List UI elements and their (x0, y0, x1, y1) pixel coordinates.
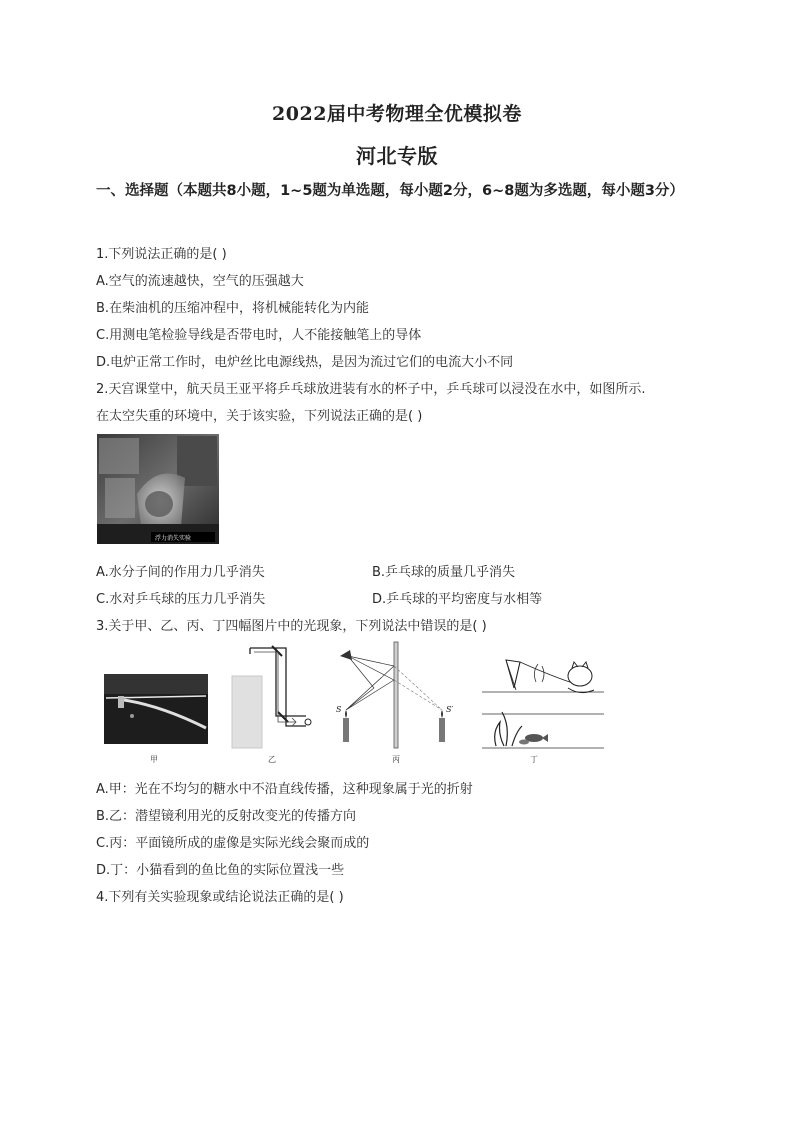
q3-figure-jia-sugar-water (102, 670, 210, 750)
q3-option-b: B.乙：潜望镜利用光的反射改变光的传播方向 (96, 809, 357, 824)
photo-caption: 浮力消失实验 (155, 535, 192, 542)
page-subtitle: 河北专版 (356, 144, 438, 168)
q3-label-yi: 乙 (268, 755, 276, 764)
page-title: 2022届中考物理全优模拟卷 (272, 103, 522, 125)
q1-option-a: A.空气的流速越快，空气的压强越大 (96, 274, 304, 289)
q3-figure-bing-plane-mirror (334, 640, 460, 750)
q3-label-jia: 甲 (150, 755, 158, 764)
q2-photo-space-experiment (97, 434, 219, 544)
q3-label-bing: 丙 (392, 755, 400, 764)
q1-option-c: C.用测电笔检验导线是否带电时，人不能接触笔上的导体 (96, 328, 422, 343)
q4-stem: 4.下列有关实验现象或结论说法正确的是( ) (96, 890, 344, 905)
q1-option-d: D.电炉正常工作时，电炉丝比电源线热，是因为流过它们的电流大小不同 (96, 355, 514, 370)
q2-option-d: D.乒乓球的平均密度与水相等 (372, 592, 543, 607)
q2-option-b: B.乒乓球的质量几乎消失 (372, 565, 516, 580)
s-prime-label: S′ (446, 705, 454, 714)
section-heading: 一、选择题（本题共8小题，1~5题为单选题，每小题2分，6~8题为多选题，每小题3分） (96, 183, 684, 199)
q2-option-a: A.水分子间的作用力几乎消失 (96, 565, 265, 580)
q3-option-c: C.丙：平面镜所成的虚像是实际光线会聚而成的 (96, 836, 370, 851)
q1-stem: 1.下列说法正确的是( ) (96, 247, 227, 262)
q2-stem-line2: 在太空失重的环境中，关于该实验，下列说法正确的是( ) (96, 409, 423, 424)
q2-stem-line1: 2.天宫课堂中，航天员王亚平将乒乓球放进装有水的杯子中，乒乓球可以浸没在水中，如图所示. (96, 382, 646, 397)
q3-figure-ding-cat-fish (476, 652, 606, 750)
q3-option-d: D.丁：小猫看到的鱼比鱼的实际位置浅一些 (96, 863, 345, 878)
s-label: S (336, 705, 342, 714)
q3-figure-yi-periscope (226, 644, 322, 750)
q3-stem: 3.关于甲、乙、丙、丁四幅图片中的光现象，下列说法中错误的是( ) (96, 619, 487, 634)
q3-label-ding: 丁 (530, 755, 538, 764)
q3-option-a: A.甲：光在不均匀的糖水中不沿直线传播，这种现象属于光的折射 (96, 782, 473, 797)
q2-option-c: C.水对乒乓球的压力几乎消失 (96, 592, 266, 607)
q1-option-b: B.在柴油机的压缩冲程中，将机械能转化为内能 (96, 301, 370, 316)
